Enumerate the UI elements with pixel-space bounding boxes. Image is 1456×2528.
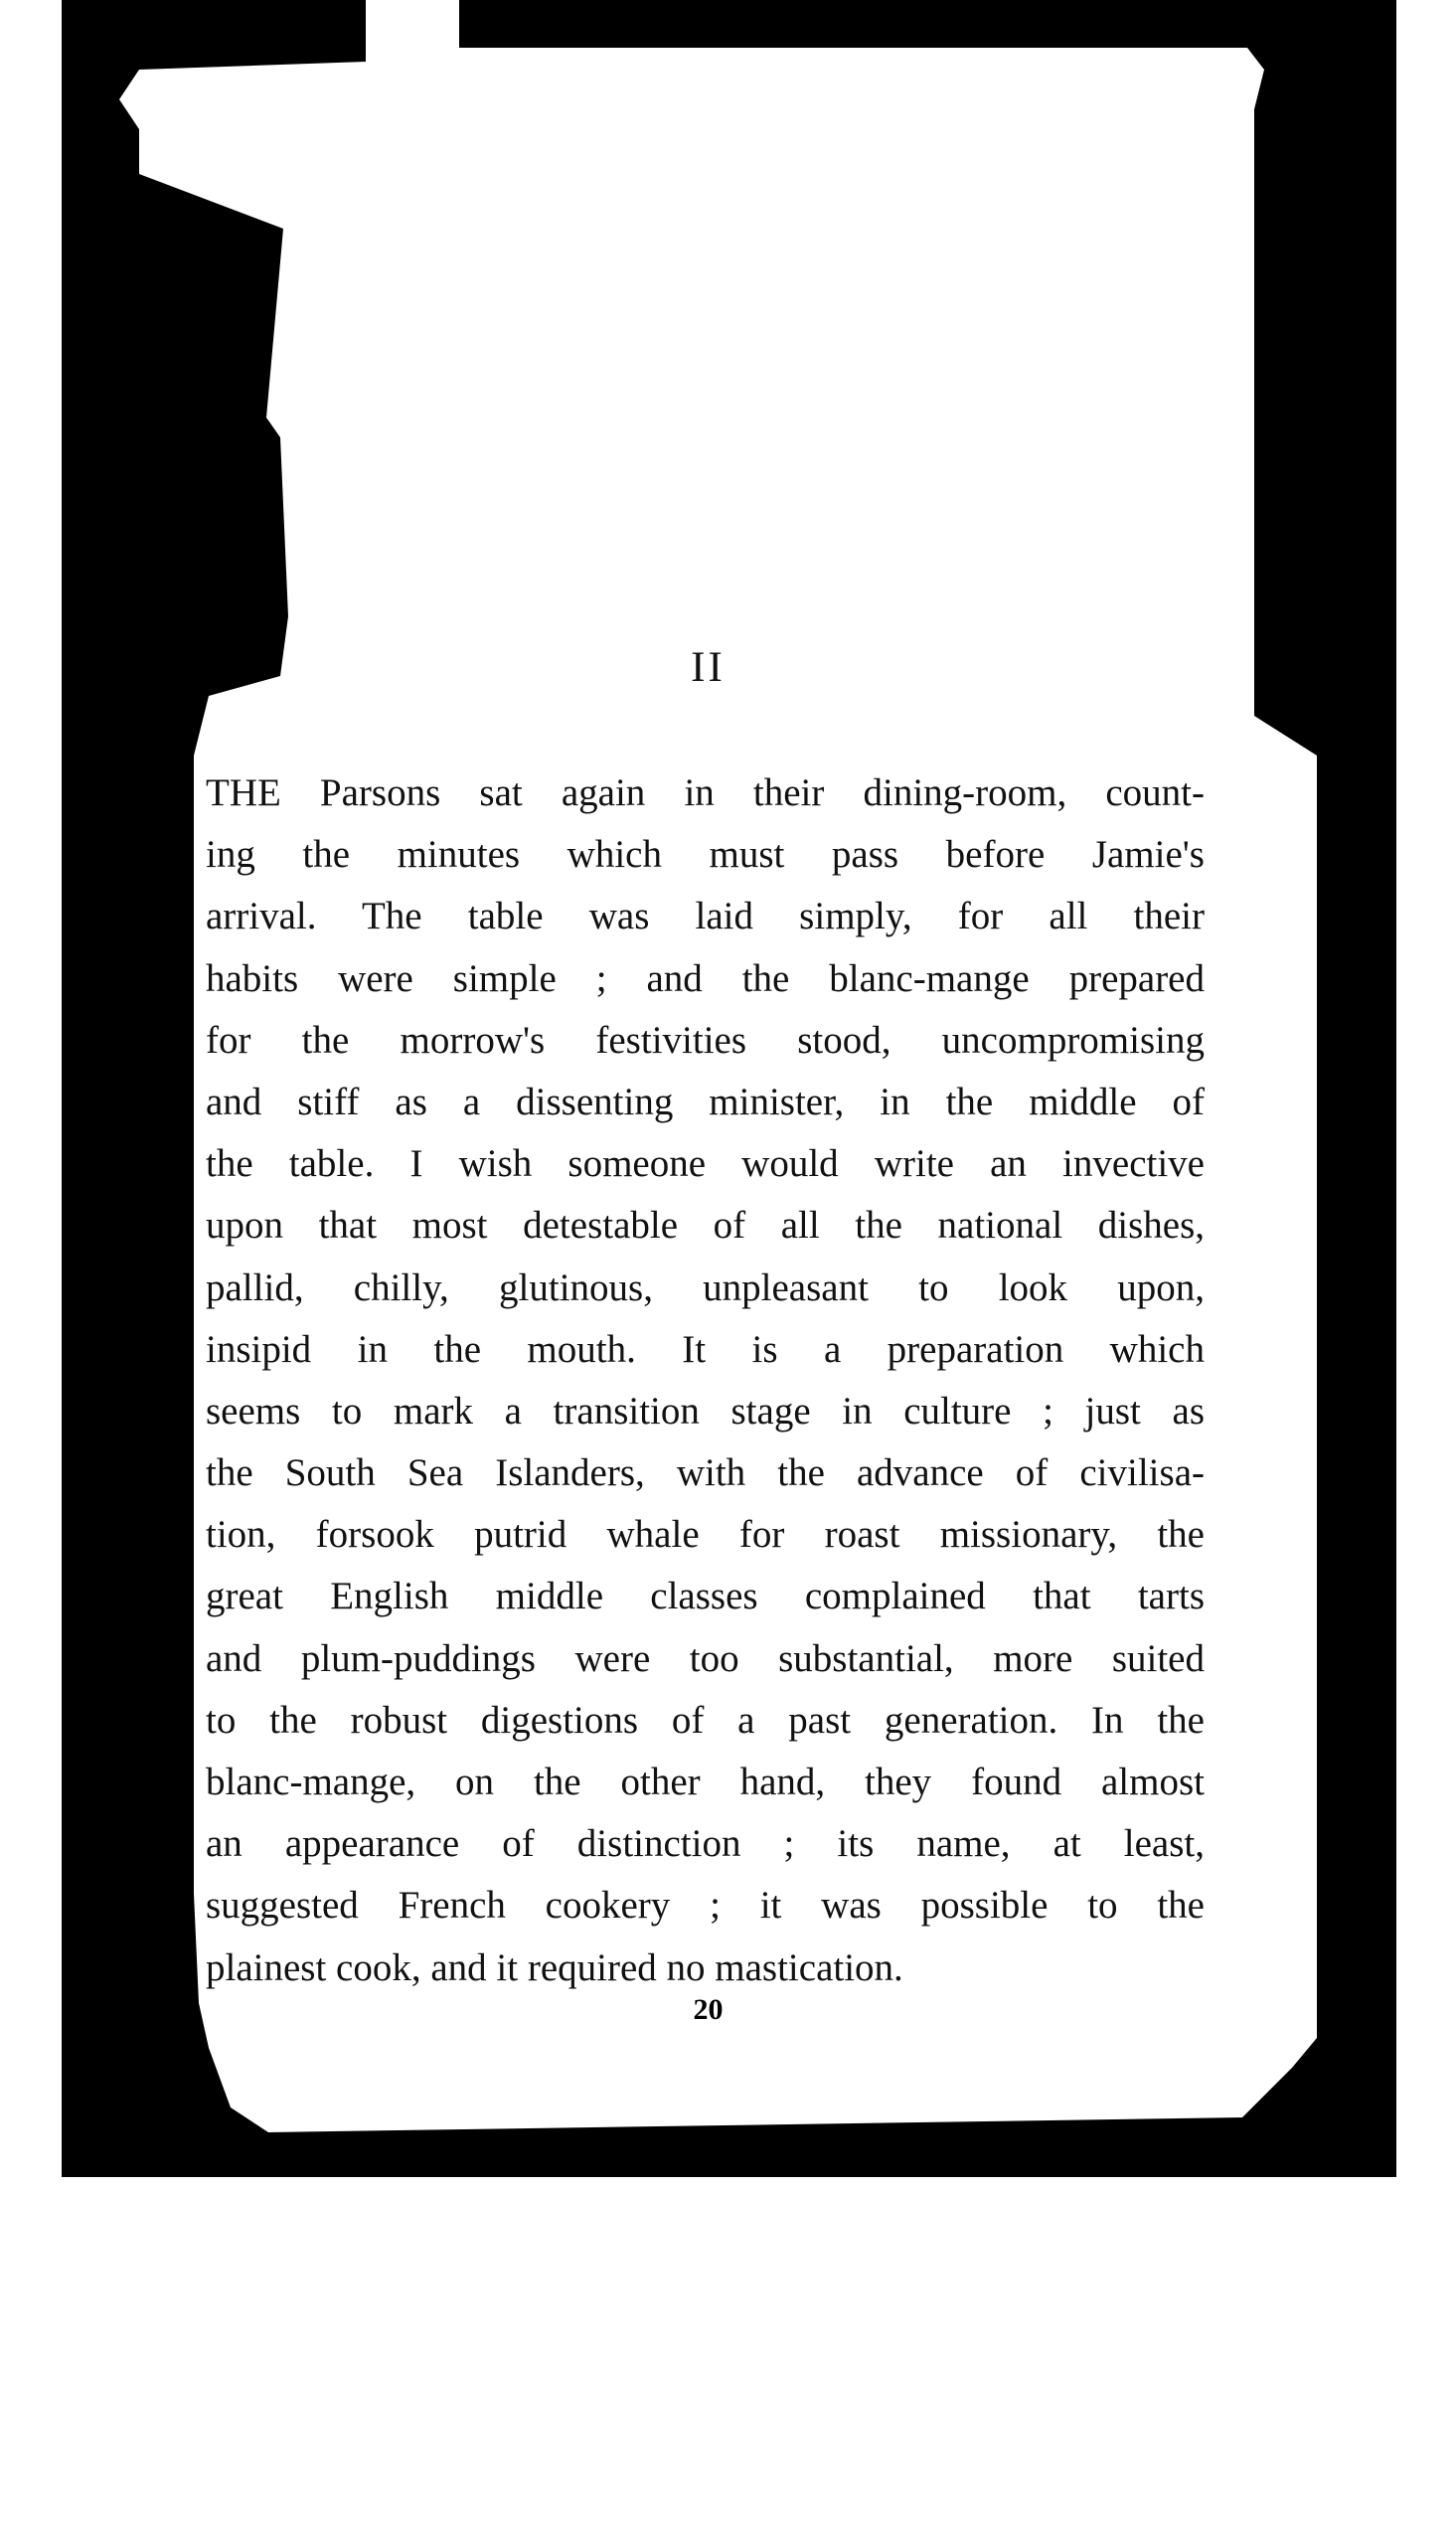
- book-page: [194, 582, 1222, 2127]
- text-line: insipid in the mouth. It is a preparation which: [206, 1327, 1205, 1371]
- text-line: habits were simple ; and the blanc-mange prepared: [206, 956, 1205, 1000]
- text-line: ing the minutes which must pass before Jamie's: [206, 833, 1205, 877]
- text-line: blanc-mange, on the other hand, they found almost: [206, 1761, 1205, 1803]
- text-line: upon that most detestable of all the national dishes,: [206, 1204, 1205, 1248]
- text-line: arrival. The table was laid simply, for all their: [206, 895, 1205, 938]
- text-line: to the robust digestions of a past generation. In the: [206, 1698, 1205, 1742]
- text-line: seems to mark a transition stage in culture ; just as: [206, 1389, 1205, 1433]
- chapter-number: II: [691, 644, 726, 691]
- page-number: 20: [693, 1993, 724, 2026]
- text-line: plainest cook, and it required no mastication.: [206, 1945, 903, 1989]
- text-line: THE Parsons sat again in their dining-room, count-: [206, 771, 1205, 814]
- text-line: the South Sea Islanders, with the advance of civilisa-: [206, 1451, 1205, 1495]
- text-line: the table. I wish someone would write an invective: [206, 1142, 1205, 1186]
- text-line: great English middle classes complained that tarts: [206, 1575, 1205, 1618]
- text-line: suggested French cookery ; it was possible to the: [206, 1884, 1205, 1928]
- body-paragraph: [206, 762, 1205, 1999]
- text-line: pallid, chilly, glutinous, unpleasant to look upon,: [206, 1265, 1205, 1309]
- text-line: tion, forsook putrid whale for roast missionary, the: [206, 1513, 1205, 1557]
- text-line: and stiff as a dissenting minister, in the middle of: [206, 1080, 1205, 1123]
- text-line: for the morrow's festivities stood, uncompromising: [206, 1018, 1205, 1062]
- text-line: and plum-puddings were too substantial, more suited: [206, 1636, 1205, 1680]
- text-line: an appearance of distinction ; its name, at least,: [206, 1822, 1205, 1866]
